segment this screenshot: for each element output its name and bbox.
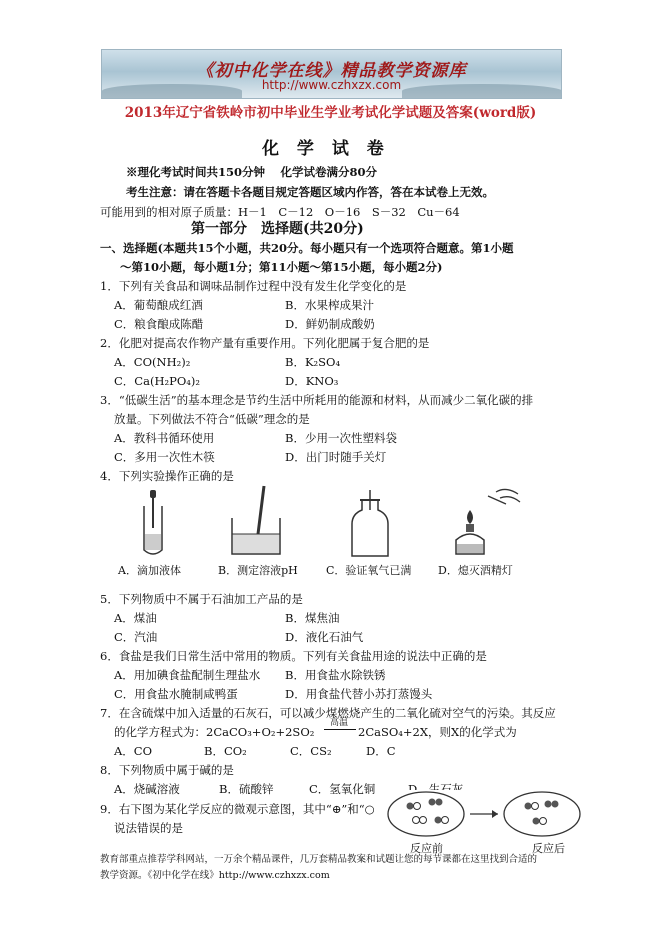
footer-line-2[interactable]: 教学资源。《初中化学在线》http://www.czhxzx.com — [100, 870, 330, 881]
diagram-label-before: 反应前 — [410, 842, 443, 855]
alcohol-lamp-figure — [448, 484, 524, 558]
q7-option-a: A．CO — [114, 744, 153, 758]
q6-option-c: C．用食盐水腌制咸鸭蛋 — [114, 687, 238, 701]
q7-stem: 7．在含硫煤中加入适量的石灰石，可以减少煤燃烧产生的二氧化硫对空气的污染。其反应 — [100, 706, 556, 720]
q1-option-a: A．葡萄酿成红酒 — [114, 298, 203, 312]
q7-equation-arrow — [324, 729, 356, 730]
exam-info: ※理化考试时间共150分钟 化学试卷满分80分 — [126, 165, 378, 179]
q6-option-b: B．用食盐水除铁锈 — [285, 668, 386, 682]
q3-option-d: D．出门时随手关灯 — [285, 450, 387, 464]
q7-option-b: B．CO₂ — [204, 744, 247, 758]
q6-stem: 6．食盐是我们日常生活中常用的物质。下列有关食盐用途的说法中正确的是 — [100, 649, 487, 663]
q1-option-d: D．鲜奶制成酸奶 — [285, 317, 375, 331]
part-one-title: 第一部分 选择题(共20分) — [191, 221, 364, 237]
q8-option-c: C．氢氧化铜 — [309, 782, 376, 796]
notice: 考生注意：请在答题卡各题目规定答题区域内作答，答在本试卷上无效。 — [126, 185, 494, 199]
section-instruction-2: ～第10小题，每小题1分；第11小题～第15小题，每小题2分) — [120, 260, 443, 274]
banner-title: 《初中化学在线》精品教学资源库 — [196, 61, 467, 81]
q7-option-c: C．CS₂ — [290, 744, 332, 758]
q3-stem-2: 放量。下列做法不符合“低碳”理念的是 — [114, 412, 310, 426]
dropper-test-tube-figure — [128, 488, 178, 558]
q5-option-a: A．煤油 — [114, 611, 157, 625]
header-banner — [101, 49, 562, 99]
q1-option-c: C．粮食酿成陈醋 — [114, 317, 204, 331]
q4-caption-b: B．测定溶液pH — [218, 564, 298, 577]
reaction-micro-diagram — [386, 790, 586, 840]
q1-option-b: B．水果榨成果汁 — [285, 298, 374, 312]
q8-option-b: B．硫酸锌 — [219, 782, 274, 796]
doc-heading: 2013年辽宁省铁岭市初中毕业生学业考试化学试题及答案(word版) — [124, 105, 537, 121]
paper-title: 化 学 试 卷 — [262, 139, 390, 159]
q4-caption-d: D．熄灭酒精灯 — [438, 564, 513, 577]
diagram-label-after: 反应后 — [532, 842, 565, 855]
q3-option-a: A．教科书循环使用 — [114, 431, 215, 445]
q3-option-b: B．少用一次性塑料袋 — [285, 431, 397, 445]
gas-bottle-figure — [348, 488, 392, 558]
q2-stem: 2．化肥对提高农作物产量有重要作用。下列化肥属于复合肥的是 — [100, 336, 430, 350]
atomic-mass: 可能用到的相对原子质量：H－1 C－12 O－16 S－32 Cu－64 — [100, 205, 460, 219]
q7-equation-left: 的化学方程式为：2CaCO₃+O₂+2SO₂ — [114, 725, 315, 739]
q4-caption-c: C．验证氧气已满 — [326, 564, 412, 577]
q9-stem-2: 说法错误的是 — [114, 821, 183, 835]
section-instruction: 一、选择题(本题共15个小题，共20分。每小题只有一个选项符合题意。第1小题 — [100, 241, 514, 255]
q6-option-a: A．用加碘食盐配制生理盐水 — [114, 668, 261, 682]
q5-stem: 5．下列物质中不属于石油加工产品的是 — [100, 592, 303, 606]
q4-caption-a: A．滴加液体 — [118, 564, 181, 577]
q8-option-a: A．烧碱溶液 — [114, 782, 180, 796]
q5-option-c: C．汽油 — [114, 630, 158, 644]
q5-option-d: D．液化石油气 — [285, 630, 364, 644]
q2-option-d: D．KNO₃ — [285, 374, 339, 388]
q1-stem: 1．下列有关食品和调味品制作过程中没有发生化学变化的是 — [100, 279, 407, 293]
q8-stem: 8．下列物质中属于碱的是 — [100, 763, 234, 777]
q2-option-b: B．K₂SO₄ — [285, 355, 341, 369]
q8-option-d: D．生石灰 — [408, 782, 464, 796]
banner-url[interactable]: http://www.czhxzx.com — [261, 78, 402, 92]
q6-option-d: D．用食盐代替小苏打蒸馒头 — [285, 687, 433, 701]
q7-equation-right: 2CaSO₄+2X，则X的化学式为 — [358, 725, 517, 739]
q7-option-d: D．C — [366, 744, 396, 758]
q2-option-a: A．CO(NH₂)₂ — [114, 355, 191, 369]
q7-condition: 高温 — [330, 718, 349, 728]
q4-stem: 4．下列实验操作正确的是 — [100, 469, 234, 483]
q2-option-c: C．Ca(H₂PO₄)₂ — [114, 374, 200, 388]
q3-stem: 3．“低碳生活”的基本理念是节约生活中所耗用的能源和材料，从而减少二氧化碳的排 — [100, 393, 534, 407]
q5-option-b: B．煤焦油 — [285, 611, 340, 625]
footer-line-1: 教育部重点推荐学科网站，一万余个精品课件，几万套精品教案和试题让您的每节课都在这里找到合适的 — [100, 854, 538, 865]
q9-stem: 9．右下图为某化学反应的微观示意图，其中“⊕”和“○ — [100, 802, 375, 816]
ph-beaker-figure — [226, 484, 286, 558]
q3-option-c: C．多用一次性木筷 — [114, 450, 215, 464]
